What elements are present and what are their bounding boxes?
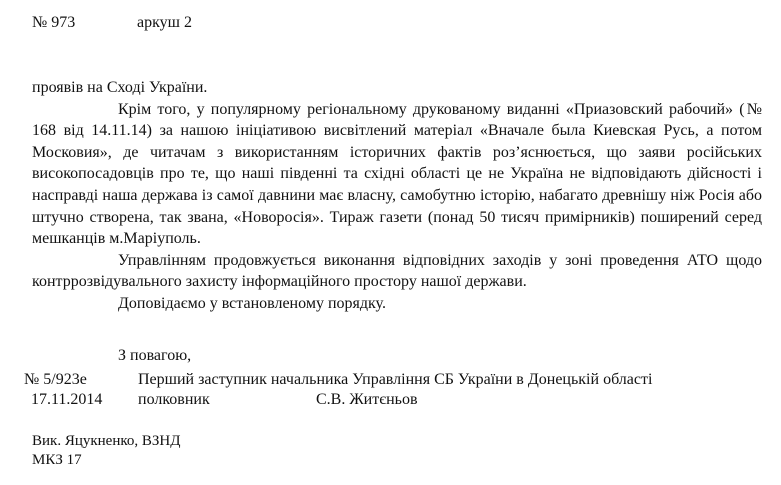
paragraph-report: Доповідаємо у встановленому порядку. [118, 294, 386, 312]
signatory-name: С.В. Житєньов [316, 391, 418, 408]
paragraph-newspaper: Крім того, у популярному регіональному друкованому виданні «Приазовский рабочий» (№ 168 від 14.11.14) за нашою ініціативою висвітлений матеріал «Вначале была Киевская Русь, а потом Московия», де читачам з використанням історичних фактів роз’яснюється, що заяви російських високопосадовців про те, що наші південні та східні області це не Україна не відповідають дійсності і насправді наша держава із самої давнини має власну, самобутню історію, набагато древнішу ніж Росія або штучно створена, так звана, «Новоросія». Тираж газети (понад 50 тисяч примірників) поширений серед мешканців м.Маріуполь. [32, 100, 762, 248]
continuation-line: проявів на Сході України. [32, 79, 208, 96]
paragraph-ato: Управлінням продовжується виконання відповідних заходів у зоні проведення АТО щодо контррозвідувального захисту інформаційного простору нашої держави. [32, 251, 762, 291]
document-code: МКЗ 17 [32, 452, 82, 468]
greeting: З повагою, [118, 347, 192, 364]
signatory-position: Перший заступник начальника Управління СБ України в Донецькій області [138, 371, 653, 388]
sheet-number: аркуш 2 [137, 14, 192, 31]
signatory-rank: полковник [138, 391, 210, 408]
registration-number: № 5/923е [24, 371, 87, 388]
registration-date: 17.11.2014 [31, 391, 103, 408]
letter-body [32, 77, 762, 315]
document-number: № 973 [32, 14, 76, 31]
executor: Вик. Яцукненко, ВЗНД [32, 433, 181, 449]
